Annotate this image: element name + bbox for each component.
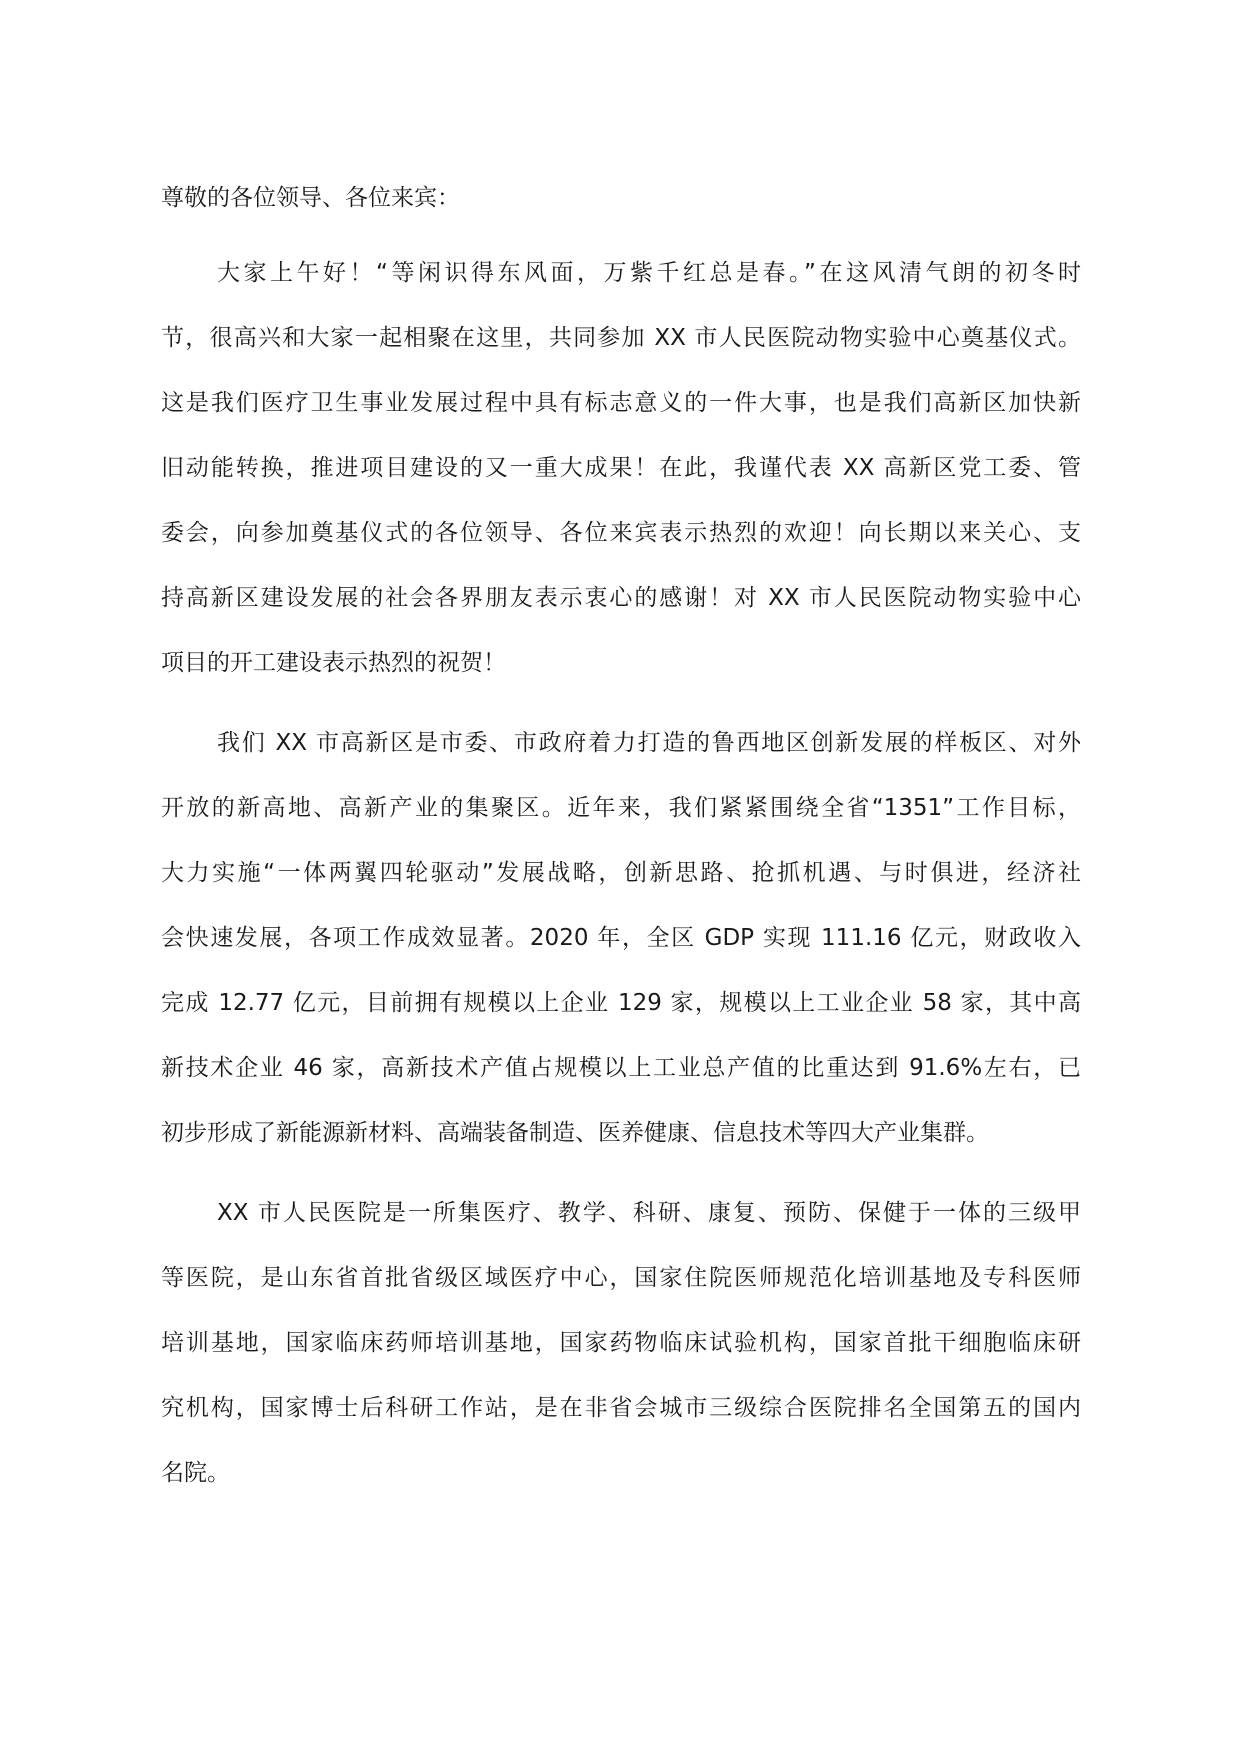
- paragraph-line: 名院。: [161, 1460, 230, 1486]
- paragraph-line: 大家上午好！“等闲识得东风面，万紫千红总是春。”在这风清气朗的初冬时: [217, 260, 1081, 286]
- paragraph-line: 培训基地，国家临床药师培训基地，国家药物临床试验机构，国家首批干细胞临床研: [161, 1330, 1081, 1356]
- paragraph-line: 开放的新高地、高新产业的集聚区。近年来，我们紧紧围绕全省“1351”工作目标，: [161, 795, 1081, 821]
- paragraph-line: 等医院，是山东省首批省级区域医疗中心，国家住院医师规范化培训基地及专科医师: [161, 1265, 1081, 1291]
- paragraph-line: 完成 12.77 亿元，目前拥有规模以上企业 129 家，规模以上工业企业 58 家，其中高: [161, 990, 1081, 1016]
- paragraph-line: 大力实施“一体两翼四轮驱动”发展战略，创新思路、抢抓机遇、与时俱进，经济社: [161, 860, 1081, 886]
- paragraph-line: 持高新区建设发展的社会各界朋友表示衷心的感谢！对 XX 市人民医院动物实验中心: [161, 585, 1081, 611]
- paragraph-line: 会快速发展，各项工作成效显著。2020 年，全区 GDP 实现 111.16 亿元，财政收入: [161, 925, 1081, 951]
- paragraph-line: 节，很高兴和大家一起相聚在这里，共同参加 XX 市人民医院动物实验中心奠基仪式。: [161, 325, 1081, 351]
- paragraph-line: 这是我们医疗卫生事业发展过程中具有标志意义的一件大事，也是我们高新区加快新: [161, 390, 1081, 416]
- paragraph-line: 究机构，国家博士后科研工作站，是在非省会城市三级综合医院排名全国第五的国内: [161, 1395, 1081, 1421]
- paragraph-line: 初步形成了新能源新材料、高端装备制造、医养健康、信息技术等四大产业集群。: [161, 1120, 989, 1146]
- paragraph-line: 委会，向参加奠基仪式的各位领导、各位来宾表示热烈的欢迎！向长期以来关心、支: [161, 520, 1081, 546]
- salutation: 尊敬的各位领导、各位来宾：: [161, 185, 460, 211]
- document-body: [161, 166, 1081, 1521]
- paragraph-line: 项目的开工建设表示热烈的祝贺！: [161, 650, 506, 676]
- paragraph-line: 旧动能转换，推进项目建设的又一重大成果！在此，我谨代表 XX 高新区党工委、管: [161, 455, 1081, 481]
- paragraph-district-intro: [161, 711, 1081, 1166]
- paragraph-line: 我们 XX 市高新区是市委、市政府着力打造的鲁西地区创新发展的样板区、对外: [217, 730, 1081, 756]
- paragraph-hospital-intro: [161, 1181, 1081, 1506]
- paragraph-opening: [161, 241, 1081, 696]
- paragraph-line: 新技术企业 46 家，高新技术产值占规模以上工业总产值的比重达到 91.6%左右，已: [161, 1055, 1081, 1081]
- paragraph-line: XX 市人民医院是一所集医疗、教学、科研、康复、预防、保健于一体的三级甲: [217, 1200, 1081, 1226]
